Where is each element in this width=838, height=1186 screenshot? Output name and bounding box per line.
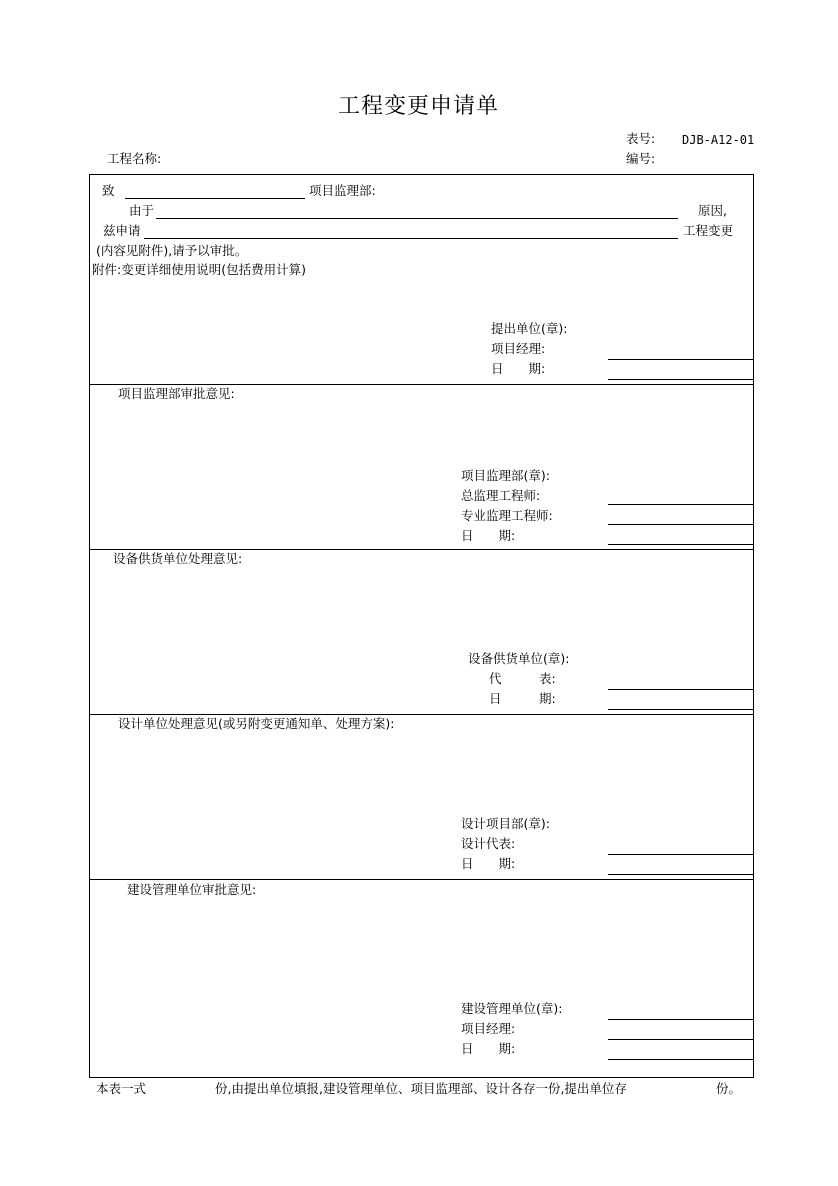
section-divider xyxy=(89,714,754,715)
supervision-dept-label: 项目监理部: xyxy=(309,183,376,198)
project-manager-field-line[interactable] xyxy=(608,359,754,360)
date-label: 日 期: xyxy=(461,1041,516,1056)
date-field-line[interactable] xyxy=(608,709,754,710)
representative-label: 代 表: xyxy=(489,671,556,686)
representative-field-line[interactable] xyxy=(608,689,754,690)
project-manager-label: 项目经理: xyxy=(491,341,546,356)
form-frame xyxy=(89,174,754,1078)
date-field-line[interactable] xyxy=(608,379,754,380)
date-label: 日 期: xyxy=(489,691,556,706)
form-no-label: 表号: xyxy=(626,131,656,146)
project-manager-label: 项目经理: xyxy=(461,1021,516,1036)
submitting-unit-label: 提出单位(章): xyxy=(491,321,568,336)
footer-end-text: 份。 xyxy=(716,1081,742,1096)
footer-copies-label: 本表一式 xyxy=(96,1081,147,1096)
date-field-line[interactable] xyxy=(608,544,754,545)
due-to-label: 由于 xyxy=(129,203,155,218)
hereby-apply-label: 兹申请 xyxy=(103,223,141,238)
date-field-line[interactable] xyxy=(608,1059,754,1060)
supplier-opinion-heading: 设备供货单位处理意见: xyxy=(113,551,243,566)
section-divider xyxy=(89,879,754,880)
reason-label: 原因, xyxy=(698,203,727,218)
page-title: 工程变更申请单 xyxy=(338,94,500,119)
recipient-field-line[interactable] xyxy=(125,198,305,199)
date-label: 日 期: xyxy=(461,856,516,871)
specialist-supervisor-label: 专业监理工程师: xyxy=(461,508,553,523)
project-manager-field-line[interactable] xyxy=(608,1039,754,1040)
to-label: 致 xyxy=(102,183,115,198)
chief-supervisor-field-line[interactable] xyxy=(608,504,754,505)
design-representative-field-line[interactable] xyxy=(608,854,754,855)
serial-label: 编号: xyxy=(626,151,656,166)
footer-distribution-text: 份,由提出单位填报,建设管理单位、项目监理部、设计各存一份,提出单位存 xyxy=(215,1081,627,1096)
owner-opinion-heading: 建设管理单位审批意见: xyxy=(127,882,257,897)
date-label: 日 期: xyxy=(461,528,516,543)
design-representative-label: 设计代表: xyxy=(461,836,516,851)
supervision-dept-seal-label: 项目监理部(章): xyxy=(461,468,550,483)
change-field-line[interactable] xyxy=(144,238,678,239)
attachment-text: 附件:变更详细使用说明(包括费用计算) xyxy=(92,262,306,277)
owner-seal-field-line[interactable] xyxy=(608,1019,754,1020)
see-attachment-text: (内容见附件),请予以审批。 xyxy=(96,243,248,258)
section-divider xyxy=(89,549,754,550)
chief-supervisor-label: 总监理工程师: xyxy=(461,488,541,503)
reason-field-line[interactable] xyxy=(156,218,678,219)
design-dept-seal-label: 设计项目部(章): xyxy=(461,816,550,831)
date-label: 日 期: xyxy=(491,361,546,376)
project-name-label: 工程名称: xyxy=(107,151,162,166)
owner-seal-label: 建设管理单位(章): xyxy=(461,1001,563,1016)
section-divider xyxy=(89,384,754,385)
specialist-supervisor-field-line[interactable] xyxy=(608,524,754,525)
supplier-seal-label: 设备供货单位(章): xyxy=(468,651,570,666)
form-no-value: DJB-A12-01 xyxy=(682,133,755,147)
supervision-opinion-heading: 项目监理部审批意见: xyxy=(118,386,235,401)
design-opinion-heading: 设计单位处理意见(或另附变更通知单、处理方案): xyxy=(118,716,395,731)
engineering-change-label: 工程变更 xyxy=(683,223,734,238)
date-field-line[interactable] xyxy=(608,874,754,875)
